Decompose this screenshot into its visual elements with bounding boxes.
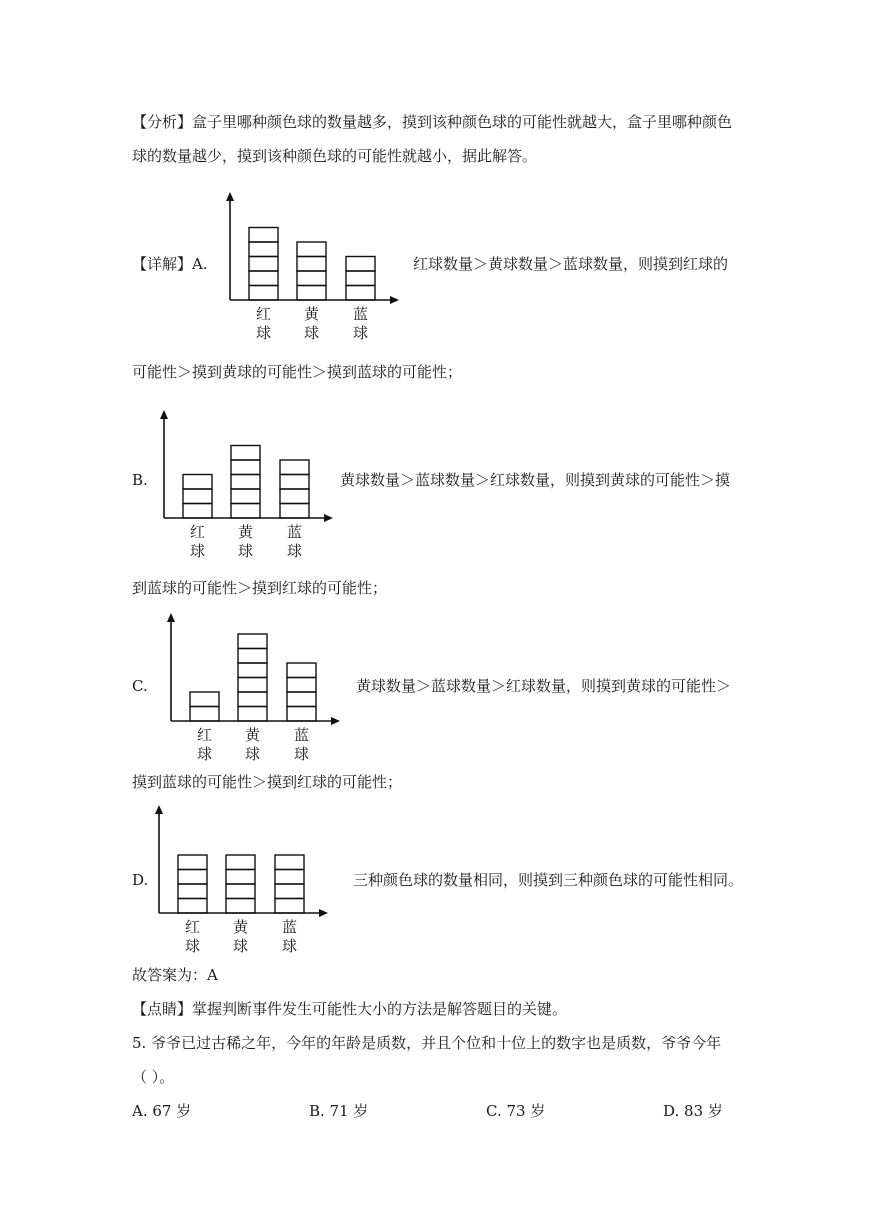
bar-box bbox=[178, 870, 207, 885]
bar-box bbox=[280, 460, 309, 475]
chart-bar bbox=[231, 446, 260, 519]
chart-bar bbox=[183, 475, 212, 519]
bar-box bbox=[190, 707, 219, 722]
detail-b-text: 黄球数量＞蓝球数量＞红球数量，则摸到黄球的可能性＞摸 bbox=[340, 471, 731, 489]
comment-line: 【点睛】掌握判断事件发生可能性大小的方法是解答题目的关键。 bbox=[132, 1000, 568, 1018]
chart-bar bbox=[346, 257, 375, 301]
chart-bar bbox=[280, 460, 309, 518]
bar-box bbox=[249, 286, 278, 301]
detail-d-text: 三种颜色球的数量相同，则摸到三种颜色球的可能性相同。 bbox=[353, 871, 744, 889]
bar-box bbox=[238, 649, 267, 664]
chart-bar bbox=[226, 855, 255, 913]
bar-box bbox=[287, 678, 316, 693]
bar-box bbox=[178, 899, 207, 914]
analysis-line-1: 【分析】盒子里哪种颜色球的数量越多，摸到该种颜色球的可能性就越大，盒子里哪种颜色 bbox=[132, 113, 733, 131]
choice-d: D. 83 岁 bbox=[663, 1102, 723, 1120]
bar-box bbox=[178, 884, 207, 899]
bar-box bbox=[226, 855, 255, 870]
analysis-line-2: 球的数量越少，摸到该种颜色球的可能性就越小，据此解答。 bbox=[132, 147, 538, 165]
x-tick-label: 红 bbox=[255, 305, 272, 323]
bar-box bbox=[231, 475, 260, 490]
bar-box bbox=[275, 884, 304, 899]
bar-box bbox=[231, 446, 260, 461]
x-tick-label: 红 bbox=[189, 523, 206, 541]
chart-bar bbox=[297, 242, 326, 300]
bar-box bbox=[249, 271, 278, 286]
bar-box bbox=[287, 663, 316, 678]
detail-c-label: C. bbox=[132, 677, 148, 695]
bar-box bbox=[275, 855, 304, 870]
chart-svg bbox=[170, 613, 350, 763]
bar-box bbox=[231, 489, 260, 504]
x-tick-label: 球 bbox=[255, 324, 272, 342]
bar-chart-b bbox=[163, 410, 343, 560]
bar-box bbox=[183, 475, 212, 490]
bar-chart-d bbox=[158, 805, 338, 955]
x-tick-label: 黄 bbox=[237, 523, 254, 541]
chart-bar bbox=[275, 855, 304, 913]
x-tick-label: 蓝 bbox=[281, 918, 298, 936]
bar-box bbox=[238, 678, 267, 693]
bar-box bbox=[238, 663, 267, 678]
x-tick-label: 蓝 bbox=[293, 726, 310, 744]
chart-bar bbox=[249, 228, 278, 301]
choice-a: A. 67 岁 bbox=[132, 1102, 192, 1120]
detail-c-continuation: 摸到蓝球的可能性＞摸到红球的可能性； bbox=[132, 773, 403, 791]
bar-box bbox=[297, 242, 326, 257]
x-tick-label: 球 bbox=[281, 937, 298, 955]
bar-box bbox=[297, 257, 326, 272]
x-tick-label: 球 bbox=[232, 937, 249, 955]
bar-box bbox=[226, 870, 255, 885]
detail-a-text: 红球数量＞黄球数量＞蓝球数量，则摸到红球的 bbox=[413, 255, 729, 273]
x-tick-label: 球 bbox=[244, 745, 261, 763]
question5-line-1: 5. 爷爷已过古稀之年，今年的年龄是质数，并且个位和十位上的数字也是质数，爷爷今年 bbox=[132, 1034, 722, 1052]
bar-box bbox=[297, 286, 326, 301]
x-tick-label: 球 bbox=[237, 542, 254, 560]
detail-b-continuation: 到蓝球的可能性＞摸到红球的可能性； bbox=[132, 579, 388, 597]
chart-bar bbox=[178, 855, 207, 913]
x-tick-label: 黄 bbox=[303, 305, 320, 323]
bar-chart-c bbox=[170, 613, 350, 763]
detail-c-text: 黄球数量＞蓝球数量＞红球数量，则摸到黄球的可能性＞ bbox=[356, 677, 732, 695]
x-tick-label: 球 bbox=[196, 745, 213, 763]
bar-box bbox=[226, 884, 255, 899]
chart-bar bbox=[238, 634, 267, 721]
bar-box bbox=[238, 707, 267, 722]
x-tick-label: 蓝 bbox=[286, 523, 303, 541]
bar-box bbox=[280, 475, 309, 490]
bar-box bbox=[280, 504, 309, 519]
chart-svg bbox=[229, 192, 409, 342]
bar-box bbox=[183, 489, 212, 504]
chart-svg bbox=[163, 410, 343, 560]
bar-box bbox=[226, 899, 255, 914]
x-tick-label: 球 bbox=[293, 745, 310, 763]
bar-box bbox=[280, 489, 309, 504]
x-tick-label: 黄 bbox=[232, 918, 249, 936]
bar-box bbox=[249, 242, 278, 257]
bar-box bbox=[287, 692, 316, 707]
choice-b: B. 71 岁 bbox=[309, 1102, 369, 1120]
bar-box bbox=[275, 899, 304, 914]
chart-axes bbox=[159, 811, 322, 913]
x-tick-label: 球 bbox=[286, 542, 303, 560]
answer-line: 故答案为：A bbox=[132, 966, 218, 984]
x-tick-label: 红 bbox=[196, 726, 213, 744]
bar-box bbox=[287, 707, 316, 722]
choice-c: C. 73 岁 bbox=[486, 1102, 546, 1120]
chart-svg bbox=[158, 805, 338, 955]
bar-box bbox=[249, 228, 278, 243]
x-tick-label: 球 bbox=[184, 937, 201, 955]
bar-box bbox=[346, 286, 375, 301]
bar-box bbox=[238, 692, 267, 707]
bar-box bbox=[231, 460, 260, 475]
bar-box bbox=[190, 692, 219, 707]
chart-bar bbox=[287, 663, 316, 721]
bar-chart-a bbox=[229, 192, 409, 342]
chart-bar bbox=[190, 692, 219, 721]
bar-box bbox=[178, 855, 207, 870]
detail-a-label: 【详解】A. bbox=[132, 255, 208, 273]
x-tick-label: 球 bbox=[303, 324, 320, 342]
question5-line-2: （ ）。 bbox=[132, 1068, 175, 1086]
x-tick-label: 球 bbox=[352, 324, 369, 342]
detail-a-continuation: 可能性＞摸到黄球的可能性＞摸到蓝球的可能性； bbox=[132, 363, 463, 381]
x-tick-label: 球 bbox=[189, 542, 206, 560]
bar-box bbox=[238, 634, 267, 649]
detail-d-label: D. bbox=[132, 871, 149, 889]
bar-box bbox=[183, 504, 212, 519]
chart-axes bbox=[164, 416, 327, 518]
bar-box bbox=[297, 271, 326, 286]
detail-b-label: B. bbox=[132, 471, 148, 489]
x-tick-label: 红 bbox=[184, 918, 201, 936]
chart-axes bbox=[230, 198, 393, 300]
bar-box bbox=[346, 271, 375, 286]
bar-box bbox=[275, 870, 304, 885]
x-tick-label: 黄 bbox=[244, 726, 261, 744]
bar-box bbox=[231, 504, 260, 519]
bar-box bbox=[346, 257, 375, 272]
bar-box bbox=[249, 257, 278, 272]
x-tick-label: 蓝 bbox=[352, 305, 369, 323]
